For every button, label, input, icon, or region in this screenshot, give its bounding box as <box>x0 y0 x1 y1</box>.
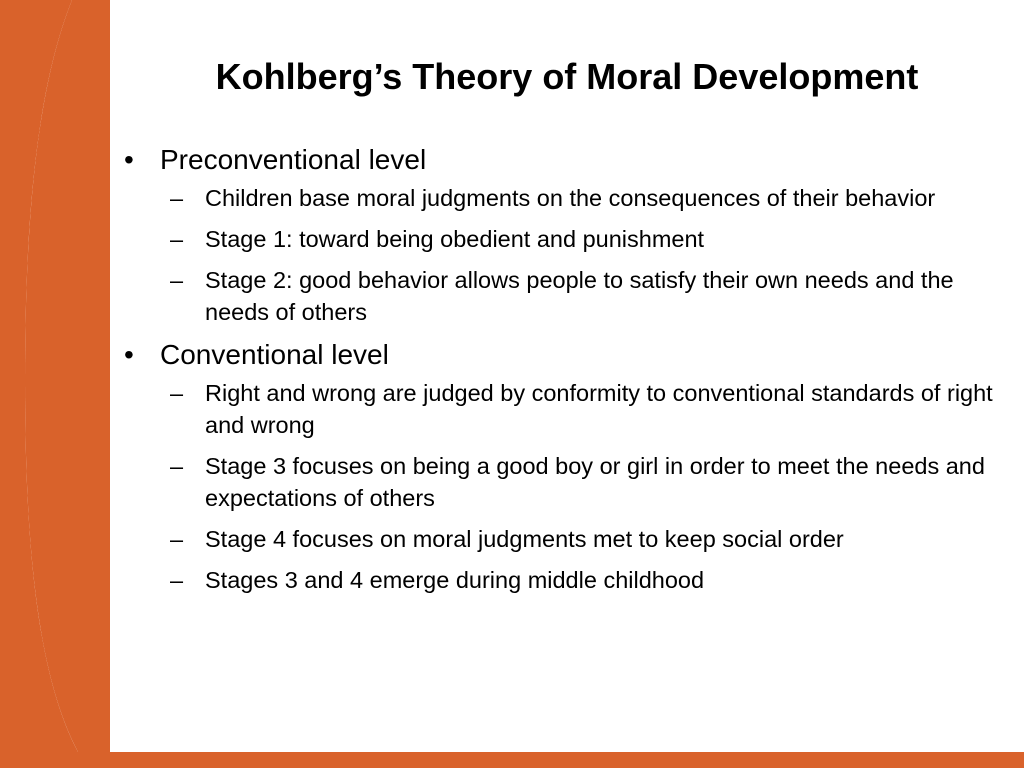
bullet-list <box>122 142 1017 605</box>
list-item <box>160 523 1017 555</box>
section-preconventional <box>122 142 1017 328</box>
section-heading: Preconventional level <box>160 144 427 175</box>
list-item <box>160 564 1017 596</box>
list-item-text: Stage 4 focuses on moral judgments met to keep social order <box>205 526 844 552</box>
dash-icon: – <box>170 453 184 479</box>
dash-icon: – <box>170 526 184 552</box>
dash-icon: – <box>170 267 184 293</box>
list-item <box>160 450 1017 514</box>
list-item <box>160 182 1017 214</box>
section-conventional <box>122 337 1017 596</box>
dash-icon: – <box>170 567 184 593</box>
dash-icon: – <box>170 380 184 406</box>
sub-bullet-list <box>160 182 1017 328</box>
list-item-text: Stage 3 focuses on being a good boy or girl in order to meet the needs and expectations of others <box>205 453 985 511</box>
list-item-text: Stage 2: good behavior allows people to satisfy their own needs and the needs of others <box>205 267 954 325</box>
bullet-icon: • <box>124 144 134 175</box>
list-item-text: Right and wrong are judged by conformity to conventional standards of right and wrong <box>205 380 993 438</box>
list-item <box>160 223 1017 255</box>
list-item-text: Stage 1: toward being obedient and punishment <box>205 226 705 252</box>
slide-title: Kohlberg’s Theory of Moral Development <box>215 56 919 97</box>
sub-bullet-list <box>160 377 1017 596</box>
dash-icon: – <box>170 185 184 211</box>
list-item <box>160 264 1017 328</box>
list-item-text: Children base moral judgments on the consequences of their behavior <box>205 185 936 211</box>
bullet-icon: • <box>124 339 134 370</box>
dash-icon: – <box>170 226 184 252</box>
section-heading: Conventional level <box>160 339 389 370</box>
list-item <box>160 377 1017 441</box>
list-item-text: Stages 3 and 4 emerge during middle childhood <box>205 567 705 593</box>
